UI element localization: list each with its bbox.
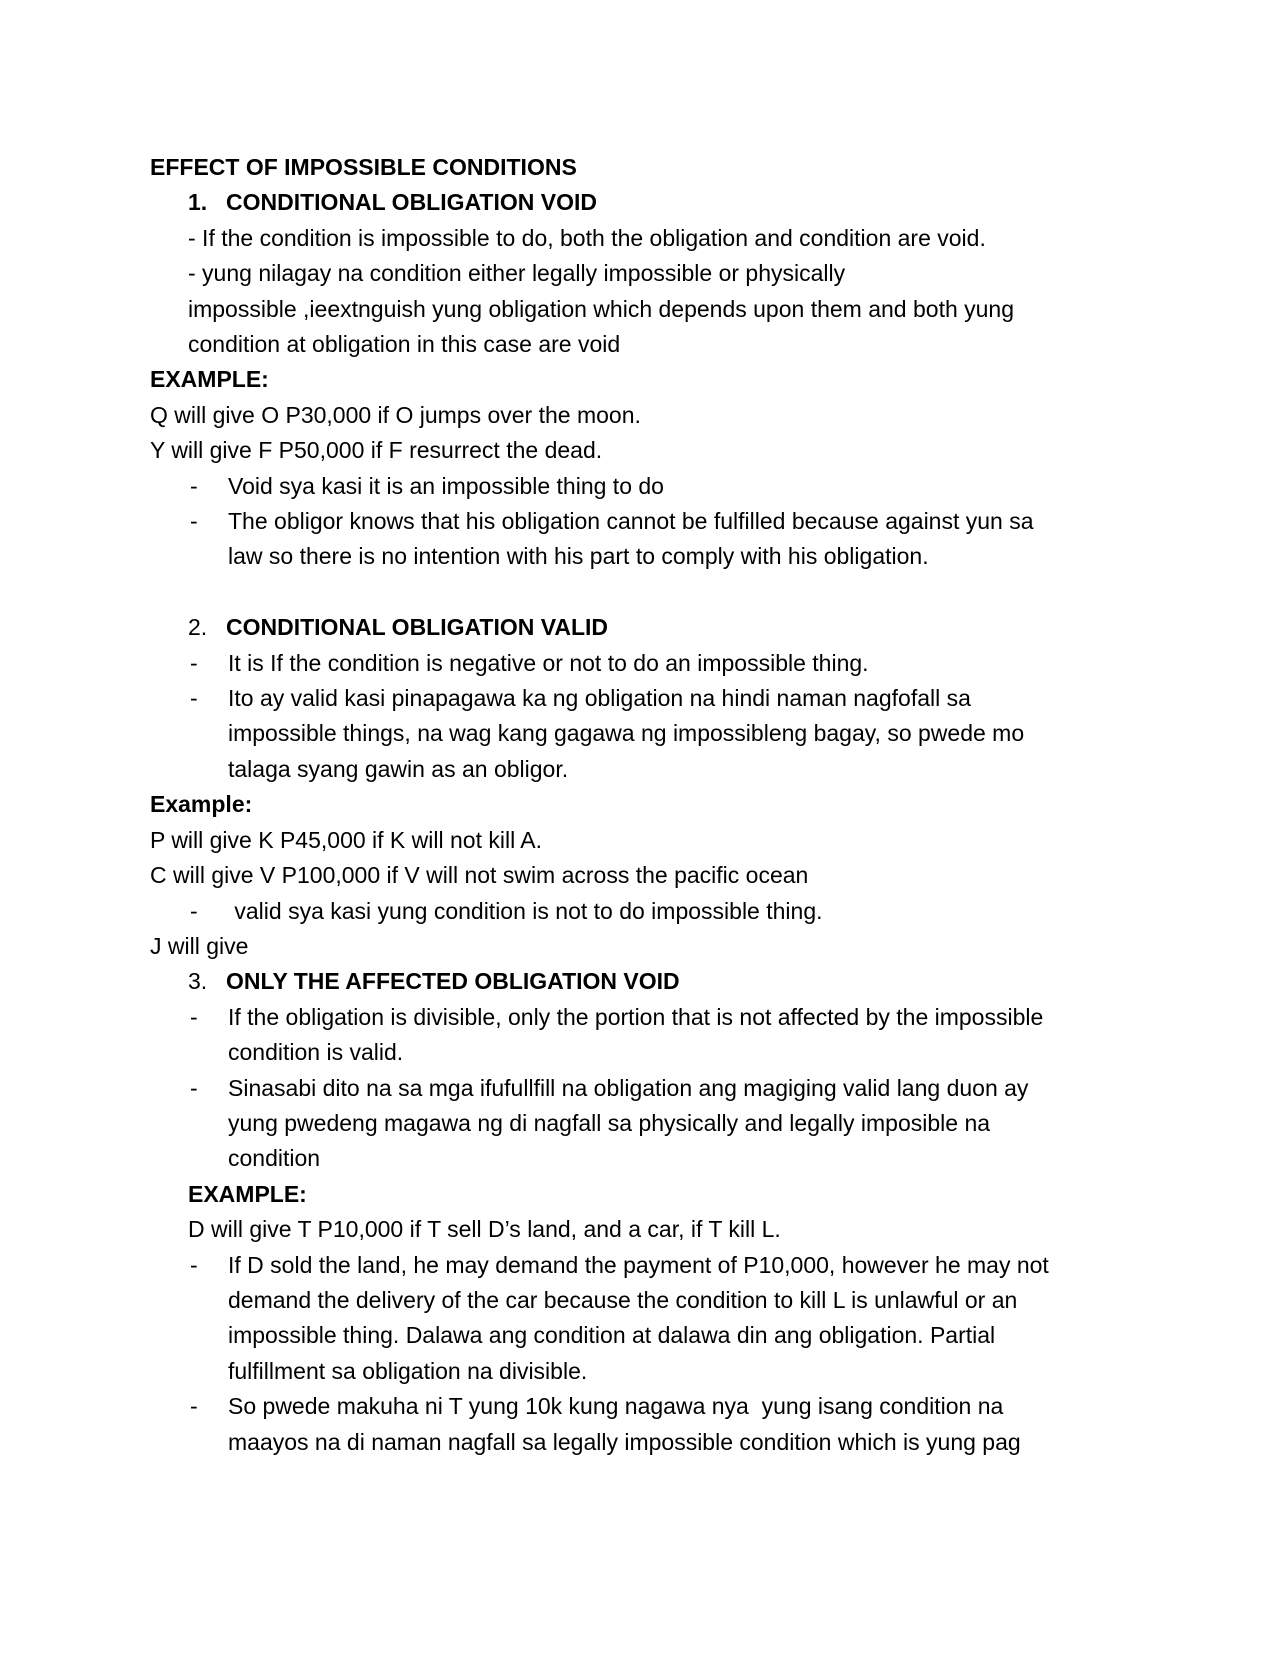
- section-1-example-2: Y will give F P50,000 if F resurrect the dead.: [150, 437, 603, 464]
- dash-marker: -: [190, 897, 198, 924]
- blank-line: [150, 575, 1130, 610]
- bullet-line: demand the delivery of the car because the condition to kill L is unlawful or an: [228, 1286, 1018, 1313]
- bullet-line: valid sya kasi yung condition is not to do impossible thing.: [228, 897, 823, 924]
- note-line: condition at obligation in this case are void: [188, 331, 621, 358]
- bullet-line: Ito ay valid kasi pinapagawa ka ng obligation na hindi naman nagfofall sa: [228, 685, 971, 712]
- bullet-line: It is If the condition is negative or not to do an impossible thing.: [228, 649, 869, 676]
- section-3-example-bullet-1: [150, 1248, 1130, 1390]
- section-2-bullet-1: [150, 646, 1130, 681]
- dash-marker: -: [190, 1251, 198, 1278]
- note-line: - If the condition is impossible to do, both the obligation and condition are void.: [188, 224, 986, 251]
- document-content: [150, 150, 1130, 1460]
- section-3-example: D will give T P10,000 if T sell D’s land, and a car, if T kill L.: [188, 1216, 781, 1243]
- section-2-bullet-2: [150, 681, 1130, 787]
- bullet-line: So pwede makuha ni T yung 10k kung nagawa nya yung isang condition na: [228, 1393, 1004, 1420]
- section-2-title: CONDITIONAL OBLIGATION VALID: [226, 614, 609, 641]
- section-1-title: CONDITIONAL OBLIGATION VOID: [226, 189, 597, 216]
- section-2-trailing-line: J will give: [150, 932, 249, 959]
- section-3-title: ONLY THE AFFECTED OBLIGATION VOID: [226, 968, 680, 995]
- bullet-line: Sinasabi dito na sa mga ifufullfill na obligation ang magiging valid lang duon ay: [228, 1074, 1029, 1101]
- section-1-bullet-2: [150, 504, 1130, 575]
- section-3-example-bullet-2: [150, 1389, 1130, 1460]
- section-1-note-2: [188, 256, 1130, 362]
- bullet-line: condition: [228, 1145, 321, 1172]
- section-3-example-label: EXAMPLE:: [188, 1180, 307, 1207]
- section-3-number: 3.: [188, 968, 208, 995]
- section-2-example-1: P will give K P45,000 if K will not kill A.: [150, 826, 543, 853]
- bullet-line: The obligor knows that his obligation cannot be fulfilled because against yun sa: [228, 508, 1034, 535]
- bullet-line: condition is valid.: [228, 1039, 404, 1066]
- section-1-number: 1.: [188, 189, 208, 216]
- dash-marker: -: [190, 649, 198, 676]
- bullet-line: law so there is no intention with his part to comply with his obligation.: [228, 543, 929, 570]
- section-2-example-2: C will give V P100,000 if V will not swim across the pacific ocean: [150, 862, 809, 889]
- section-1-header: [150, 185, 1130, 220]
- bullet-line: If D sold the land, he may demand the payment of P10,000, however he may not: [228, 1251, 1049, 1278]
- section-3-bullet-2: [150, 1071, 1130, 1177]
- bullet-line: yung pwedeng magawa ng di nagfall sa physically and legally imposible na: [228, 1109, 991, 1136]
- section-1-example-label: EXAMPLE:: [150, 366, 269, 393]
- dash-marker: -: [190, 508, 198, 535]
- note-line: impossible ,ieextnguish yung obligation which depends upon them and both yung: [188, 295, 1015, 322]
- bullet-line: maayos na di naman nagfall sa legally impossible condition which is yung pag: [228, 1428, 1021, 1455]
- section-1-note-1: [188, 221, 1130, 256]
- dash-marker: -: [190, 1003, 198, 1030]
- section-1-bullet-1: [150, 469, 1130, 504]
- page-heading: EFFECT OF IMPOSSIBLE CONDITIONS: [150, 154, 577, 180]
- dash-marker: -: [190, 1074, 198, 1101]
- section-3-header: [150, 964, 1130, 999]
- bullet-line: If the obligation is divisible, only the portion that is not affected by the impossible: [228, 1003, 1044, 1030]
- section-2-number: 2.: [188, 614, 208, 641]
- dash-marker: -: [190, 685, 198, 712]
- dash-marker: -: [190, 1393, 198, 1420]
- bullet-line: impossible thing. Dalawa ang condition at dalawa din ang obligation. Partial: [228, 1322, 996, 1349]
- section-2-example-bullet-1: [150, 894, 1130, 929]
- section-2-example-label: Example:: [150, 791, 253, 818]
- bullet-line: impossible things, na wag kang gagawa ng impossibleng bagay, so pwede mo: [228, 720, 1025, 747]
- section-1-example-1: Q will give O P30,000 if O jumps over the moon.: [150, 401, 641, 428]
- bullet-line: fulfillment sa obligation na divisible.: [228, 1357, 588, 1384]
- bullet-line: talaga syang gawin as an obligor.: [228, 755, 569, 782]
- dash-marker: -: [190, 472, 198, 499]
- note-line: - yung nilagay na condition either legally impossible or physically: [188, 260, 846, 287]
- section-2-header: [150, 610, 1130, 645]
- bullet-line: Void sya kasi it is an impossible thing to do: [228, 472, 664, 499]
- section-3-bullet-1: [150, 1000, 1130, 1071]
